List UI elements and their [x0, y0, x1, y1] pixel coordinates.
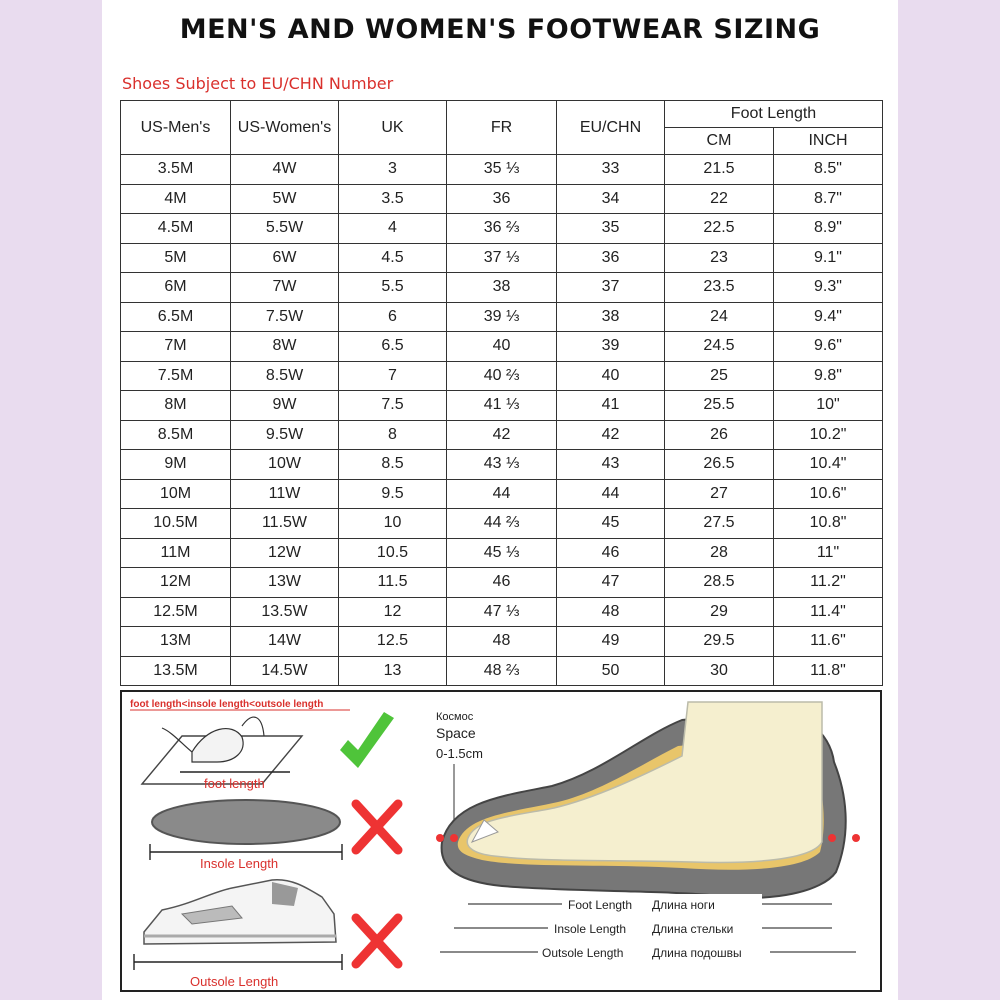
- cell-cm: 21.5: [665, 155, 774, 185]
- table-row: [121, 627, 883, 657]
- cell-fr: 41 ⅓: [447, 391, 557, 421]
- cell-us-men: 8.5M: [121, 420, 231, 450]
- cell-eu: 41: [557, 391, 665, 421]
- cell-uk: 10: [339, 509, 447, 539]
- table-row: [121, 361, 883, 391]
- cell-eu: 44: [557, 479, 665, 509]
- cell-us-men: 8M: [121, 391, 231, 421]
- insole-icon: [152, 800, 340, 844]
- cell-uk: 10.5: [339, 538, 447, 568]
- legend-insole-ru: Длина стельки: [652, 922, 734, 936]
- cell-us-men: 6.5M: [121, 302, 231, 332]
- cell-cm: 25.5: [665, 391, 774, 421]
- length-note: foot length<insole length<outsole length: [130, 699, 324, 710]
- cell-us-women: 8.5W: [231, 361, 339, 391]
- cell-fr: 35 ⅓: [447, 155, 557, 185]
- cell-eu: 36: [557, 243, 665, 273]
- table-row: [121, 479, 883, 509]
- cell-fr: 40 ⅔: [447, 361, 557, 391]
- cell-eu: 47: [557, 568, 665, 598]
- cell-us-men: 9M: [121, 450, 231, 480]
- cell-eu: 46: [557, 538, 665, 568]
- cell-cm: 28: [665, 538, 774, 568]
- cell-inch: 11": [774, 538, 883, 568]
- cell-cm: 22.5: [665, 214, 774, 244]
- space-range-label: 0-1.5cm: [436, 746, 483, 761]
- cell-eu: 37: [557, 273, 665, 303]
- cell-us-men: 6M: [121, 273, 231, 303]
- cell-us-men: 12.5M: [121, 597, 231, 627]
- cell-eu: 35: [557, 214, 665, 244]
- header-us-women: US-Women's: [231, 101, 339, 155]
- cell-cm: 28.5: [665, 568, 774, 598]
- header-fr: FR: [447, 101, 557, 155]
- cell-fr: 48 ⅔: [447, 656, 557, 686]
- table-row: [121, 597, 883, 627]
- cell-us-women: 11W: [231, 479, 339, 509]
- cell-us-men: 4.5M: [121, 214, 231, 244]
- table-row: [121, 450, 883, 480]
- cell-us-men: 5M: [121, 243, 231, 273]
- cell-us-men: 10.5M: [121, 509, 231, 539]
- cell-us-men: 11M: [121, 538, 231, 568]
- cell-eu: 33: [557, 155, 665, 185]
- cell-uk: 13: [339, 656, 447, 686]
- cell-us-men: 10M: [121, 479, 231, 509]
- cell-fr: 36: [447, 184, 557, 214]
- cell-us-men: 12M: [121, 568, 231, 598]
- cell-uk: 3: [339, 155, 447, 185]
- cell-inch: 8.5": [774, 155, 883, 185]
- cell-us-men: 3.5M: [121, 155, 231, 185]
- cell-uk: 12.5: [339, 627, 447, 657]
- cell-us-women: 4W: [231, 155, 339, 185]
- cell-us-women: 5.5W: [231, 214, 339, 244]
- sizing-chart-page: [102, 0, 898, 1000]
- cell-us-women: 10W: [231, 450, 339, 480]
- cell-cm: 22: [665, 184, 774, 214]
- legend-foot-en: Foot Length: [568, 898, 633, 912]
- size-table-body: [121, 155, 883, 686]
- cell-us-women: 14W: [231, 627, 339, 657]
- cell-uk: 9.5: [339, 479, 447, 509]
- sneaker-icon: [144, 880, 336, 944]
- cell-fr: 42: [447, 420, 557, 450]
- cell-us-women: 13.5W: [231, 597, 339, 627]
- cross-icon-outsole: [356, 918, 398, 964]
- cell-eu: 45: [557, 509, 665, 539]
- page-title: MEN'S AND WOMEN'S FOOTWEAR SIZING: [179, 14, 821, 45]
- cell-inch: 11.4": [774, 597, 883, 627]
- check-icon: [340, 712, 394, 768]
- cell-cm: 27.5: [665, 509, 774, 539]
- cell-eu: 48: [557, 597, 665, 627]
- cell-fr: 37 ⅓: [447, 243, 557, 273]
- cell-uk: 4: [339, 214, 447, 244]
- cell-inch: 9.6": [774, 332, 883, 362]
- cell-inch: 11.2": [774, 568, 883, 598]
- cell-inch: 10.6": [774, 479, 883, 509]
- measurement-diagram: [120, 690, 882, 992]
- cell-us-women: 12W: [231, 538, 339, 568]
- cell-us-women: 6W: [231, 243, 339, 273]
- cell-cm: 24: [665, 302, 774, 332]
- cell-inch: 8.7": [774, 184, 883, 214]
- cell-fr: 44 ⅔: [447, 509, 557, 539]
- cell-fr: 36 ⅔: [447, 214, 557, 244]
- cell-us-women: 7W: [231, 273, 339, 303]
- cell-fr: 47 ⅓: [447, 597, 557, 627]
- cross-icon-insole: [356, 804, 398, 850]
- cell-eu: 49: [557, 627, 665, 657]
- table-row: [121, 391, 883, 421]
- cell-cm: 27: [665, 479, 774, 509]
- cell-uk: 11.5: [339, 568, 447, 598]
- insole-length-label: Insole Length: [200, 856, 279, 871]
- header-cm: CM: [665, 128, 774, 155]
- cell-uk: 7.5: [339, 391, 447, 421]
- cell-cm: 23: [665, 243, 774, 273]
- shoe-cross-section-icon: [442, 702, 846, 898]
- header-us-men: US-Men's: [121, 101, 231, 155]
- cell-us-women: 9.5W: [231, 420, 339, 450]
- table-row: [121, 273, 883, 303]
- cell-uk: 7: [339, 361, 447, 391]
- cell-inch: 10.8": [774, 509, 883, 539]
- cell-cm: 30: [665, 656, 774, 686]
- cell-cm: 24.5: [665, 332, 774, 362]
- cell-fr: 46: [447, 568, 557, 598]
- cell-fr: 45 ⅓: [447, 538, 557, 568]
- legend-outsole-en: Outsole Length: [542, 946, 624, 960]
- table-row: [121, 155, 883, 185]
- header-uk: UK: [339, 101, 447, 155]
- space-ru-label: Космос: [436, 711, 474, 723]
- legend-foot-ru: Длина ноги: [652, 898, 715, 912]
- cell-fr: 39 ⅓: [447, 302, 557, 332]
- cell-eu: 38: [557, 302, 665, 332]
- cell-eu: 50: [557, 656, 665, 686]
- cell-inch: 10.4": [774, 450, 883, 480]
- table-row: [121, 420, 883, 450]
- cell-us-men: 7M: [121, 332, 231, 362]
- cell-fr: 44: [447, 479, 557, 509]
- cell-uk: 6: [339, 302, 447, 332]
- table-row: [121, 538, 883, 568]
- cell-cm: 23.5: [665, 273, 774, 303]
- cell-eu: 34: [557, 184, 665, 214]
- table-row: [121, 214, 883, 244]
- cell-eu: 42: [557, 420, 665, 450]
- cell-cm: 25: [665, 361, 774, 391]
- cell-uk: 8: [339, 420, 447, 450]
- cell-cm: 29.5: [665, 627, 774, 657]
- space-en-label: Space: [436, 725, 476, 741]
- cell-inch: 8.9": [774, 214, 883, 244]
- cell-cm: 26.5: [665, 450, 774, 480]
- cell-us-men: 13.5M: [121, 656, 231, 686]
- cell-cm: 26: [665, 420, 774, 450]
- cell-fr: 43 ⅓: [447, 450, 557, 480]
- table-row: [121, 302, 883, 332]
- cell-uk: 8.5: [339, 450, 447, 480]
- table-row: [121, 656, 883, 686]
- cell-us-men: 7.5M: [121, 361, 231, 391]
- table-row: [121, 568, 883, 598]
- legend-outsole-ru: Длина подошвы: [652, 946, 742, 960]
- cell-us-women: 13W: [231, 568, 339, 598]
- header-eu: EU/CHN: [557, 101, 665, 155]
- cell-inch: 11.6": [774, 627, 883, 657]
- cell-fr: 38: [447, 273, 557, 303]
- outsole-length-label: Outsole Length: [190, 974, 279, 989]
- cell-inch: 9.8": [774, 361, 883, 391]
- cell-inch: 10.2": [774, 420, 883, 450]
- cell-inch: 11.8": [774, 656, 883, 686]
- cell-uk: 12: [339, 597, 447, 627]
- cell-uk: 5.5: [339, 273, 447, 303]
- table-row: [121, 332, 883, 362]
- cell-inch: 9.3": [774, 273, 883, 303]
- cell-us-women: 5W: [231, 184, 339, 214]
- cell-fr: 48: [447, 627, 557, 657]
- cell-us-men: 4M: [121, 184, 231, 214]
- table-row: [121, 243, 883, 273]
- cell-inch: 10": [774, 391, 883, 421]
- cell-us-men: 13M: [121, 627, 231, 657]
- cell-inch: 9.1": [774, 243, 883, 273]
- cell-us-women: 7.5W: [231, 302, 339, 332]
- foot-length-label: foot length: [204, 776, 265, 791]
- cell-eu: 43: [557, 450, 665, 480]
- legend-insole-en: Insole Length: [554, 922, 627, 936]
- cell-us-women: 8W: [231, 332, 339, 362]
- cell-us-women: 9W: [231, 391, 339, 421]
- cell-uk: 4.5: [339, 243, 447, 273]
- cell-cm: 29: [665, 597, 774, 627]
- cell-us-women: 14.5W: [231, 656, 339, 686]
- cell-eu: 39: [557, 332, 665, 362]
- cell-fr: 40: [447, 332, 557, 362]
- cell-us-women: 11.5W: [231, 509, 339, 539]
- header-inch: INCH: [774, 128, 883, 155]
- size-table: [120, 100, 883, 686]
- cell-eu: 40: [557, 361, 665, 391]
- foot-sketch-icon: [142, 717, 302, 784]
- header-foot-length: Foot Length: [665, 101, 883, 128]
- subtitle: Shoes Subject to EU/CHN Number: [122, 74, 394, 93]
- cell-uk: 3.5: [339, 184, 447, 214]
- cell-uk: 6.5: [339, 332, 447, 362]
- table-row: [121, 184, 883, 214]
- cell-inch: 9.4": [774, 302, 883, 332]
- table-row: [121, 509, 883, 539]
